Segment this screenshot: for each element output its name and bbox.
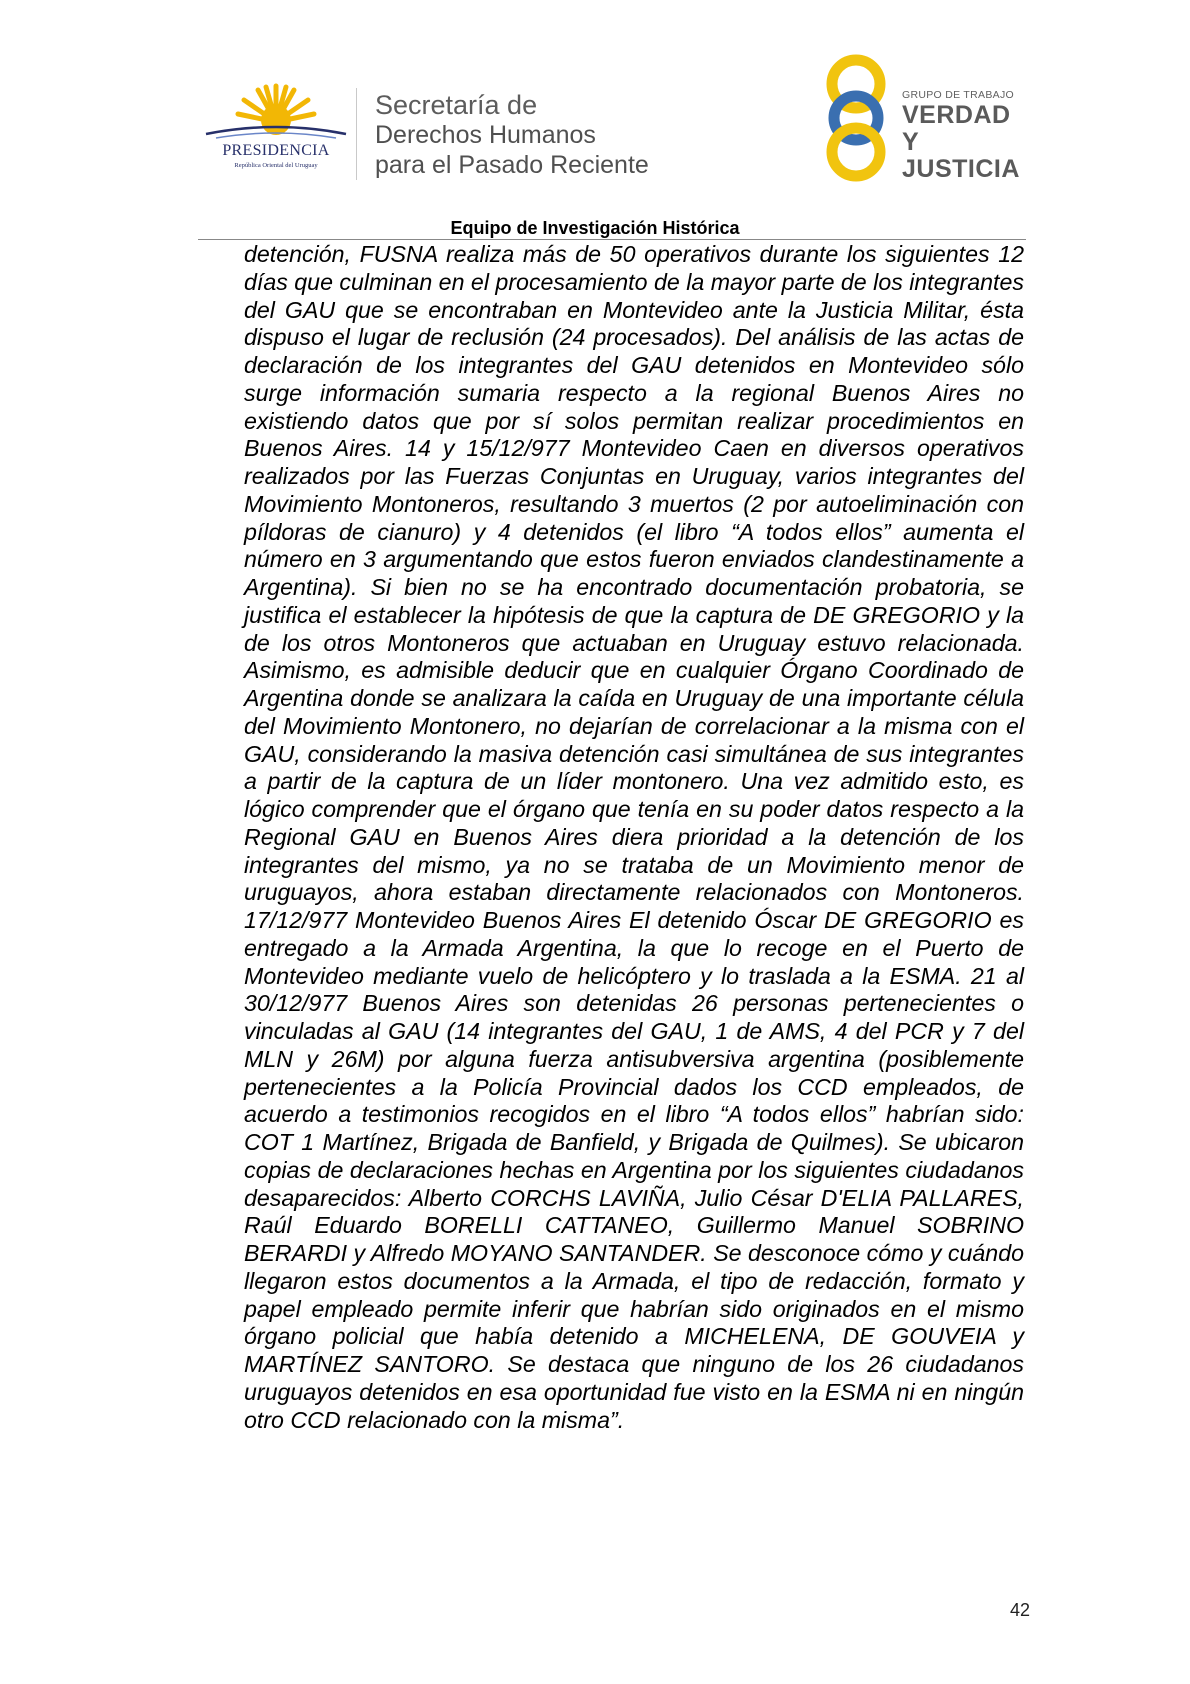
grupo-line-1: GRUPO DE TRABAJO bbox=[902, 89, 1014, 101]
page-header bbox=[0, 0, 1190, 238]
secretaria-line-3: para el Pasado Reciente bbox=[375, 151, 649, 179]
grupo-logo-text bbox=[902, 88, 1028, 183]
header-divider bbox=[198, 239, 1026, 240]
secretaria-line-2: Derechos Humanos bbox=[375, 121, 596, 149]
body-paragraph: detención, FUSNA realiza más de 50 operativos durante los siguientes 12 días que culminan en el procesamiento de la mayor parte de los integrantes del GAU que se encontraban en Montevideo ante la Justicia Militar, ésta dispuso el lugar de reclusión (24 procesados). Del análisis de las actas de declaración de los integrantes del GAU detenidos en Montevideo sólo surge información sumaria respecto a la regional Buenos Aires no existiendo datos que por sí solos permitan realizar procedimientos en Buenos Aires. 14 y 15/12/977 Montevideo Caen en diversos operativos realizados por las Fuerzas Conjuntas en Uruguay, varios integrantes del Movimiento Montoneros, resultando 3 muertos (2 por autoeliminación con píldoras de cianuro) y 4 detenidos (el libro “A todos ellos” aumenta el número en 3 argumentando que estos fueron enviados clandestinamente a Argentina). Si bien no se ha encontrado documentación probatoria, se justifica el establecer la hipótesis de que la captura de DE GREGORIO y la de los otros Montoneros que actuaban en Uruguay estuvo relacionada. Asimismo, es admisible deducir que en cualquier Órgano Coordinado de Argentina donde se analizara la caída en Uruguay de una importante célula del Movimiento Montonero, no dejarían de correlacionar a la misma con el GAU, considerando la masiva detención casi simultánea de sus integrantes a partir de la captura de un líder montonero. Una vez admitido esto, es lógico comprender que el órgano que tenía en su poder datos respecto a la Regional GAU en Buenos Aires diera prioridad a la detención de los integrantes del mismo, ya no se trataba de un Movimiento menor de uruguayos, ahora estaban directamente relacionados con Montoneros. 17/12/977 Montevideo Buenos Aires El detenido Óscar DE GREGORIO es entregado a la Armada Argentina, la que lo recoge en el Puerto de Montevideo mediante vuelo de helicóptero y lo traslada a la ESMA. 21 al 30/12/977 Buenos Aires son detenidas 26 personas pertenecientes o vinculadas al GAU (14 integrantes del GAU, 1 de AMS, 4 del PCR y 7 del MLN y 26M) por alguna fuerza antisubversiva argentina (posiblemente pertenecientes a la Policía Provincial dados los CCD empleados, de acuerdo a testimonios recogidos en el libro “A todos ellos” habrían sido: COT 1 Martínez, Brigada de Banfield, y Brigada de Quilmes). Se ubicaron copias de declaraciones hechas en Argentina por los siguientes ciudadanos desaparecidos: Alberto CORCHS LAVIÑA, Julio César D'ELIA PALLARES, Raúl Eduardo BORELLI CATTANEO, Guillermo Manuel SOBRINO BERARDI y Alfredo MOYANO SANTANDER. Se desconoce cómo y cuándo llegaron estos documentos a la Armada, el tipo de redacción, formato y papel empleado permite inferir que habrían sido originados en el mismo órgano policial que había detenido a MICHELENA, DE GOUVEIA y MARTÍNEZ SANTORO. Se destaca que ninguno de los 26 ciudadanos uruguayos detenidos en esa oportunidad fue visto en la ESMA ni en ningún otro CCD relacionado con la misma”. bbox=[244, 241, 1024, 1433]
grupo-line-3: JUSTICIA bbox=[902, 155, 1020, 183]
presidencia-name: PRESIDENCIA bbox=[222, 142, 330, 159]
interlocking-rings-icon bbox=[818, 54, 898, 182]
secretaria-logo-text bbox=[375, 90, 649, 180]
presidencia-subtitle: República Oriental del Uruguay bbox=[234, 162, 318, 169]
page-number: 42 bbox=[1009, 1600, 1030, 1620]
secretaria-line-1: Secretaría de bbox=[375, 90, 538, 120]
logo-divider bbox=[356, 88, 357, 180]
grupo-line-2: VERDAD Y bbox=[902, 101, 1011, 156]
grupo-verdad-justicia-logo bbox=[818, 54, 1028, 182]
presidencia-logo bbox=[196, 82, 356, 177]
sun-emblem-icon bbox=[196, 82, 356, 142]
team-title: Equipo de Investigación Histórica bbox=[450, 218, 740, 238]
